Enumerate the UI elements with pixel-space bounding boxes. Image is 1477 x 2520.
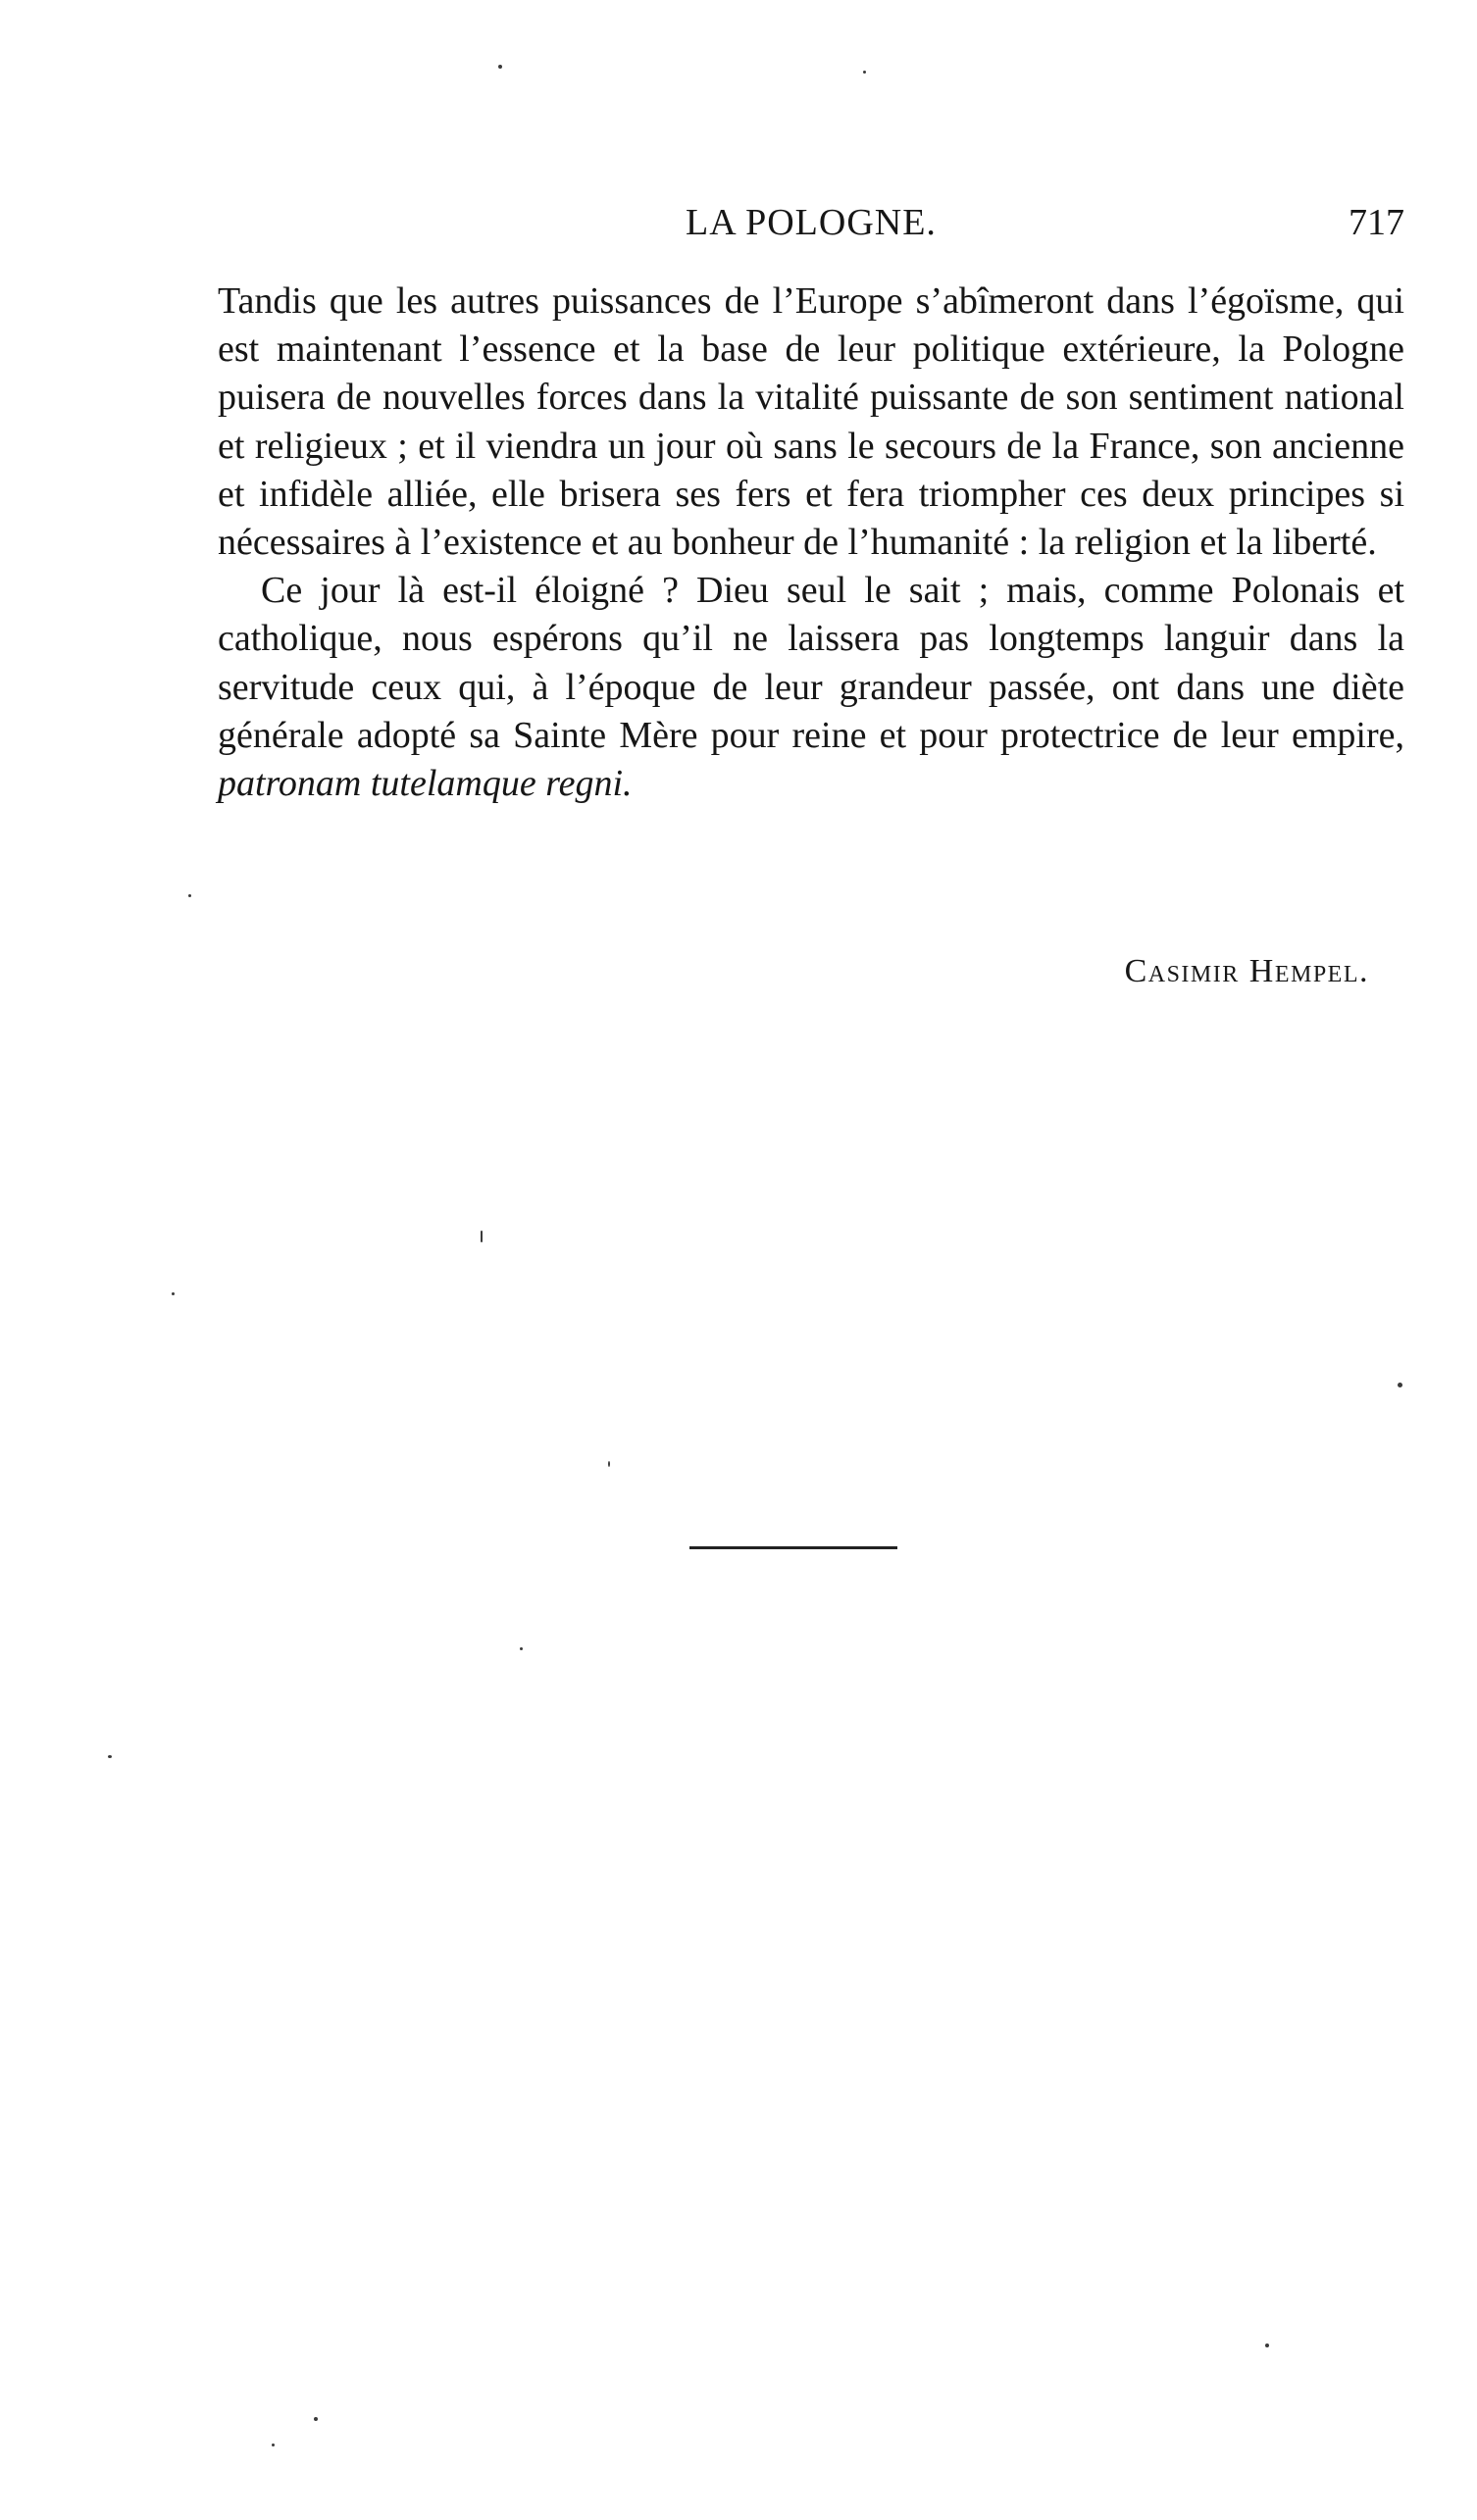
scan-speck xyxy=(863,71,866,74)
scan-speck xyxy=(481,1231,483,1242)
running-title: LA POLOGNE. xyxy=(686,202,937,243)
scan-speck xyxy=(1398,1383,1402,1387)
scan-speck xyxy=(108,1755,112,1758)
scan-speck xyxy=(272,2444,275,2446)
latin-phrase: patronam tutelamque regni. xyxy=(218,763,633,805)
scan-speck xyxy=(188,894,191,897)
scan-speck xyxy=(608,1461,610,1467)
paragraph-2 xyxy=(218,567,1404,808)
paragraph-1-text: Tandis que les autres puissances de l’Europe s’abîmeront dans l’égoïsme, qui est maintenant l’essence et la base de leur politique extérieure, la Pologne puisera de nouvelles forces dans la vitalité puissante de son sentiment national et religieux ; et il viendra un jour où sans le secours de la France, son ancienne et infidèle alliée, elle brisera ses fers et fera triompher ces deux principes si nécessaires à l’existence et au bonheur de l’humanité : la religion et la liberté. xyxy=(218,280,1404,564)
page-number: 717 xyxy=(1349,202,1404,243)
end-rule xyxy=(689,1546,897,1549)
scan-speck xyxy=(314,2417,318,2421)
paragraph-2-text: Ce jour là est-il éloigné ? Dieu seul le sait ; mais, comme Polonais et catholique, nous espérons qu’il ne laissera pas longtemps languir dans la servitude ceux qui, à l’époque de leur grandeur passée, ont dans une diète générale adopté sa Sainte Mère pour reine et pour protectrice de leur empire, xyxy=(218,570,1404,756)
body-text xyxy=(218,277,1404,808)
paragraph-1 xyxy=(218,277,1404,567)
scan-speck xyxy=(498,65,502,69)
scan-speck xyxy=(520,1647,523,1650)
running-head xyxy=(218,198,1404,247)
scan-speck xyxy=(172,1292,175,1295)
author-signature: Casimir Hempel. xyxy=(1124,953,1369,989)
scan-speck xyxy=(1265,2344,1269,2347)
